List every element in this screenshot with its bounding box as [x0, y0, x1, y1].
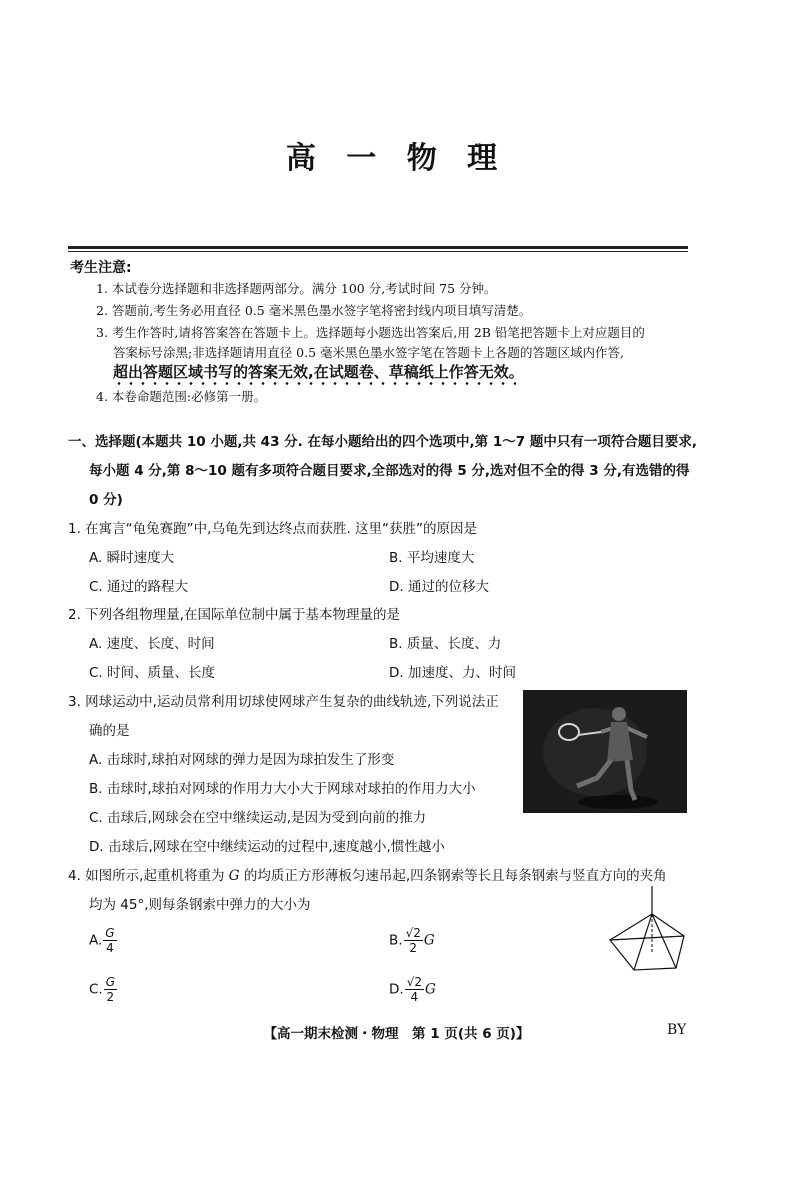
q2-option-a: A. 速度、长度、时间 [89, 636, 215, 652]
q4-option-c [89, 976, 118, 1003]
section1-line2: 每小题 4 分,第 8～10 题有多项符合题目要求,全部选对的得 5 分,选对但不全的得 3 分,有选错的得 [89, 463, 690, 479]
q4-option-b [389, 927, 435, 954]
q1-option-c: C. 通过的路程大 [89, 579, 189, 595]
q4-option-a-fraction [103, 927, 116, 954]
q4-option-a-numerator: G [105, 926, 115, 940]
q4-stem-line1 [68, 864, 667, 884]
header-rule-thin [68, 251, 688, 252]
notice-item-3: 3. 考生作答时,请将答案答在答题卡上。选择题每小题选出答案后,用 2B 铅笔把答题卡上对应题目的 [96, 325, 645, 340]
q4-option-a [89, 927, 118, 954]
q4-option-c-denominator: 2 [106, 990, 115, 1004]
q4-option-d [389, 976, 436, 1003]
q3-option-b: B. 击球时,球拍对网球的作用力大小大于网球对球拍的作用力大小 [89, 781, 476, 797]
q4-option-a-label: A. [89, 932, 103, 949]
q2-option-d: D. 加速度、力、时间 [389, 665, 516, 681]
page-title: 高 一 物 理 [285, 141, 508, 176]
q4-option-b-label: B. [389, 932, 403, 949]
notice-item-1: 1. 本试卷分选择题和非选择题两部分。满分 100 分,考试时间 75 分钟。 [96, 281, 497, 296]
pyramid-crane-diagram [604, 884, 690, 976]
q4-option-d-denominator: 4 [410, 990, 419, 1004]
q4-option-d-numerator: √2 [406, 975, 422, 989]
q4-option-b-var: G [423, 932, 435, 949]
q2-stem: 2. 下列各组物理量,在国际单位制中属于基本物理量的是 [68, 607, 400, 623]
q4-option-d-label: D. [389, 981, 404, 998]
notice-item-4: 4. 本卷命题范围:必修第一册。 [96, 389, 267, 404]
q3-option-c: C. 击球后,网球会在空中继续运动,是因为受到向前的推力 [89, 810, 427, 826]
section1-line1: 一、选择题(本题共 10 小题,共 43 分. 在每小题给出的四个选项中,第 1～7 题中只有一项符合题目要求, [68, 434, 697, 450]
q2-option-c: C. 时间、质量、长度 [89, 665, 216, 681]
q4-option-a-denominator: 4 [106, 941, 114, 955]
q1-stem: 1. 在寓言“龟兔赛跑”中,乌龟先到达终点而获胜. 这里“获胜”的原因是 [68, 521, 478, 537]
q3-stem-line1: 3. 网球运动中,运动员常利用切球使网球产生复杂的曲线轨迹,下列说法正 [68, 694, 499, 710]
q1-option-a: A. 瞬时速度大 [89, 550, 175, 566]
q3-option-a: A. 击球时,球拍对网球的弹力是因为球拍发生了形变 [89, 752, 395, 768]
q1-option-b: B. 平均速度大 [389, 550, 475, 566]
q4-option-c-label: C. [89, 981, 103, 998]
notice-heading: 考生注意: [70, 260, 132, 276]
header-rule-thick [68, 246, 688, 249]
notice-item-2: 2. 答题前,考生务必用直径 0.5 毫米黑色墨水签字笔将密封线内项目填写清楚。 [96, 303, 532, 318]
notice-item-3-emphasis: 超出答题区域书写的答案无效,在试题卷、草稿纸上作答无效。 [113, 363, 524, 381]
q1-option-d: D. 通过的位移大 [389, 579, 489, 595]
q4-option-b-denominator: 2 [409, 941, 418, 955]
q4-option-c-fraction [104, 976, 117, 1003]
q4-option-b-numerator: √2 [405, 926, 421, 940]
emphasis-dots [113, 382, 521, 385]
page-footer: 【高一期末检测・物理 第 1 页(共 6 页)】 [263, 1026, 530, 1042]
q4-option-b-fraction [404, 927, 423, 954]
q4-stem-part1: 4. 如图所示,起重机将重为 [68, 868, 229, 884]
footer-code: BY [667, 1022, 687, 1038]
q4-stem-line2: 均为 45°,则每条钢索中弹力的大小为 [89, 897, 311, 913]
q4-option-d-fraction [405, 976, 424, 1003]
q3-option-d: D. 击球后,网球在空中继续运动的过程中,速度越小,惯性越小 [89, 839, 445, 855]
q3-stem-line2: 确的是 [89, 723, 130, 739]
q4-option-d-var: G [424, 981, 436, 998]
tennis-player-illustration [523, 690, 687, 813]
q4-stem-part2: 的均质正方形薄板匀速吊起,四条钢索等长且每条钢索与竖直方向的夹角 [239, 868, 667, 884]
q4-stem-var: G [228, 868, 240, 884]
tennis-player-photo [523, 690, 687, 813]
notice-item-3-cont: 答案标号涂黑;非选择题请用直径 0.5 毫米黑色墨水签字笔在答题卡上各题的答题区域内作答, [113, 345, 625, 360]
section1-line3: 0 分) [89, 492, 123, 508]
q2-option-b: B. 质量、长度、力 [389, 636, 502, 652]
q4-option-c-numerator: G [105, 975, 116, 989]
